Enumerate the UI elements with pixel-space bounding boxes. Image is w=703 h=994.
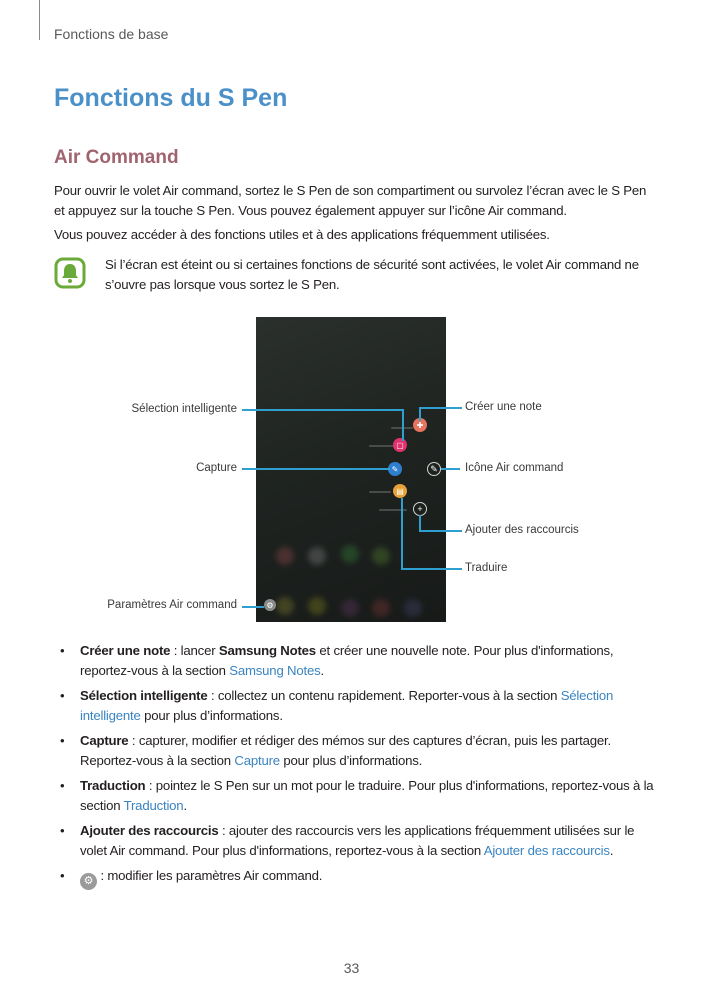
label-translate: Traduire [465,562,508,574]
label-air-command-icon: Icône Air command [465,462,564,474]
list-item: • Sélection intelligente : collectez un contenu rapidement. Reporter-vous à la section Sélection intelligente pour plus d’informations. [60,688,614,723]
list-item: • ⚙ : modifier les paramètres Air command. [54,866,654,890]
link-add-shortcuts[interactable]: Ajouter des raccourcis [483,843,610,858]
connector-create-note [419,407,462,421]
connector-air-command [441,468,460,470]
intro-paragraph-2: Vous pouvez accéder à des fonctions utiles et à des applications fréquemment utilisées. [54,227,550,242]
connector-translate [401,498,462,570]
feature-list [54,641,654,895]
connector-capture [242,468,390,470]
section-title: Air Command [54,147,179,168]
label-smart-select: Sélection intelligente [131,403,237,415]
note-text: Si l’écran est éteint ou si certaines fonctions de sécurité sont activées, le volet Air command ne s’ouvre pas lorsque vous sortez le S Pen. [105,257,639,292]
label-capture: Capture [196,462,237,474]
gear-icon: ⚙ [80,873,97,890]
settings-gear-icon[interactable]: ⚙ [264,599,276,611]
connector-settings [242,606,264,608]
bell-icon [54,257,86,289]
list-item: • Capture : capturer, modifier et rédiger des mémos sur des captures d’écran, puis les partager. Reportez-vous à la section Capture pour plus d’informations. [60,733,611,768]
list-item: • Traduction : pointez le S Pen sur un mot pour le traduire. Pour plus d'informations, reportez-vous à la section Traduction. [60,778,654,813]
link-translation[interactable]: Traduction [123,798,184,813]
label-settings: Paramètres Air command [107,599,237,611]
smart-select-icon[interactable]: ▢ [393,438,407,452]
page-title: Fonctions du S Pen [54,84,288,112]
air-command-pen-icon[interactable]: ✎ [427,462,441,476]
connector-smart-select [242,409,404,441]
link-smart-select[interactable]: Sélection intelligente [80,688,614,723]
capture-icon[interactable]: ✎ [388,462,402,476]
header-rule [39,0,40,40]
label-create-note: Créer une note [465,401,542,413]
page-number: 33 [343,960,360,976]
list-item: • Ajouter des raccourcis : ajouter des raccourcis vers les applications fréquemment utilisées sur le volet Air command. Pour plus d'informations, reportez-vous à la section Ajouter des raccourcis. [60,823,635,858]
link-samsung-notes[interactable]: Samsung Notes [229,663,321,678]
intro-paragraph: Pour ouvrir le volet Air command, sortez le S Pen de son compartiment ou survolez l’écran avec le S Pen et appuyez sur la touche S Pen. Vous pouvez également appuyer sur l’icône Air command. [54,183,647,218]
label-add-shortcuts: Ajouter des raccourcis [465,524,579,536]
translate-icon[interactable]: ▤ [393,484,407,498]
link-capture[interactable]: Capture [234,753,280,768]
section-header: Fonctions de base [54,26,169,42]
create-note-icon[interactable]: ✚ [413,418,427,432]
list-item: • Créer une note : lancer Samsung Notes et créer une nouvelle note. Pour plus d'informations, reportez-vous à la section Samsung Notes. [60,643,614,678]
add-shortcut-plus-icon[interactable]: + [413,502,427,516]
